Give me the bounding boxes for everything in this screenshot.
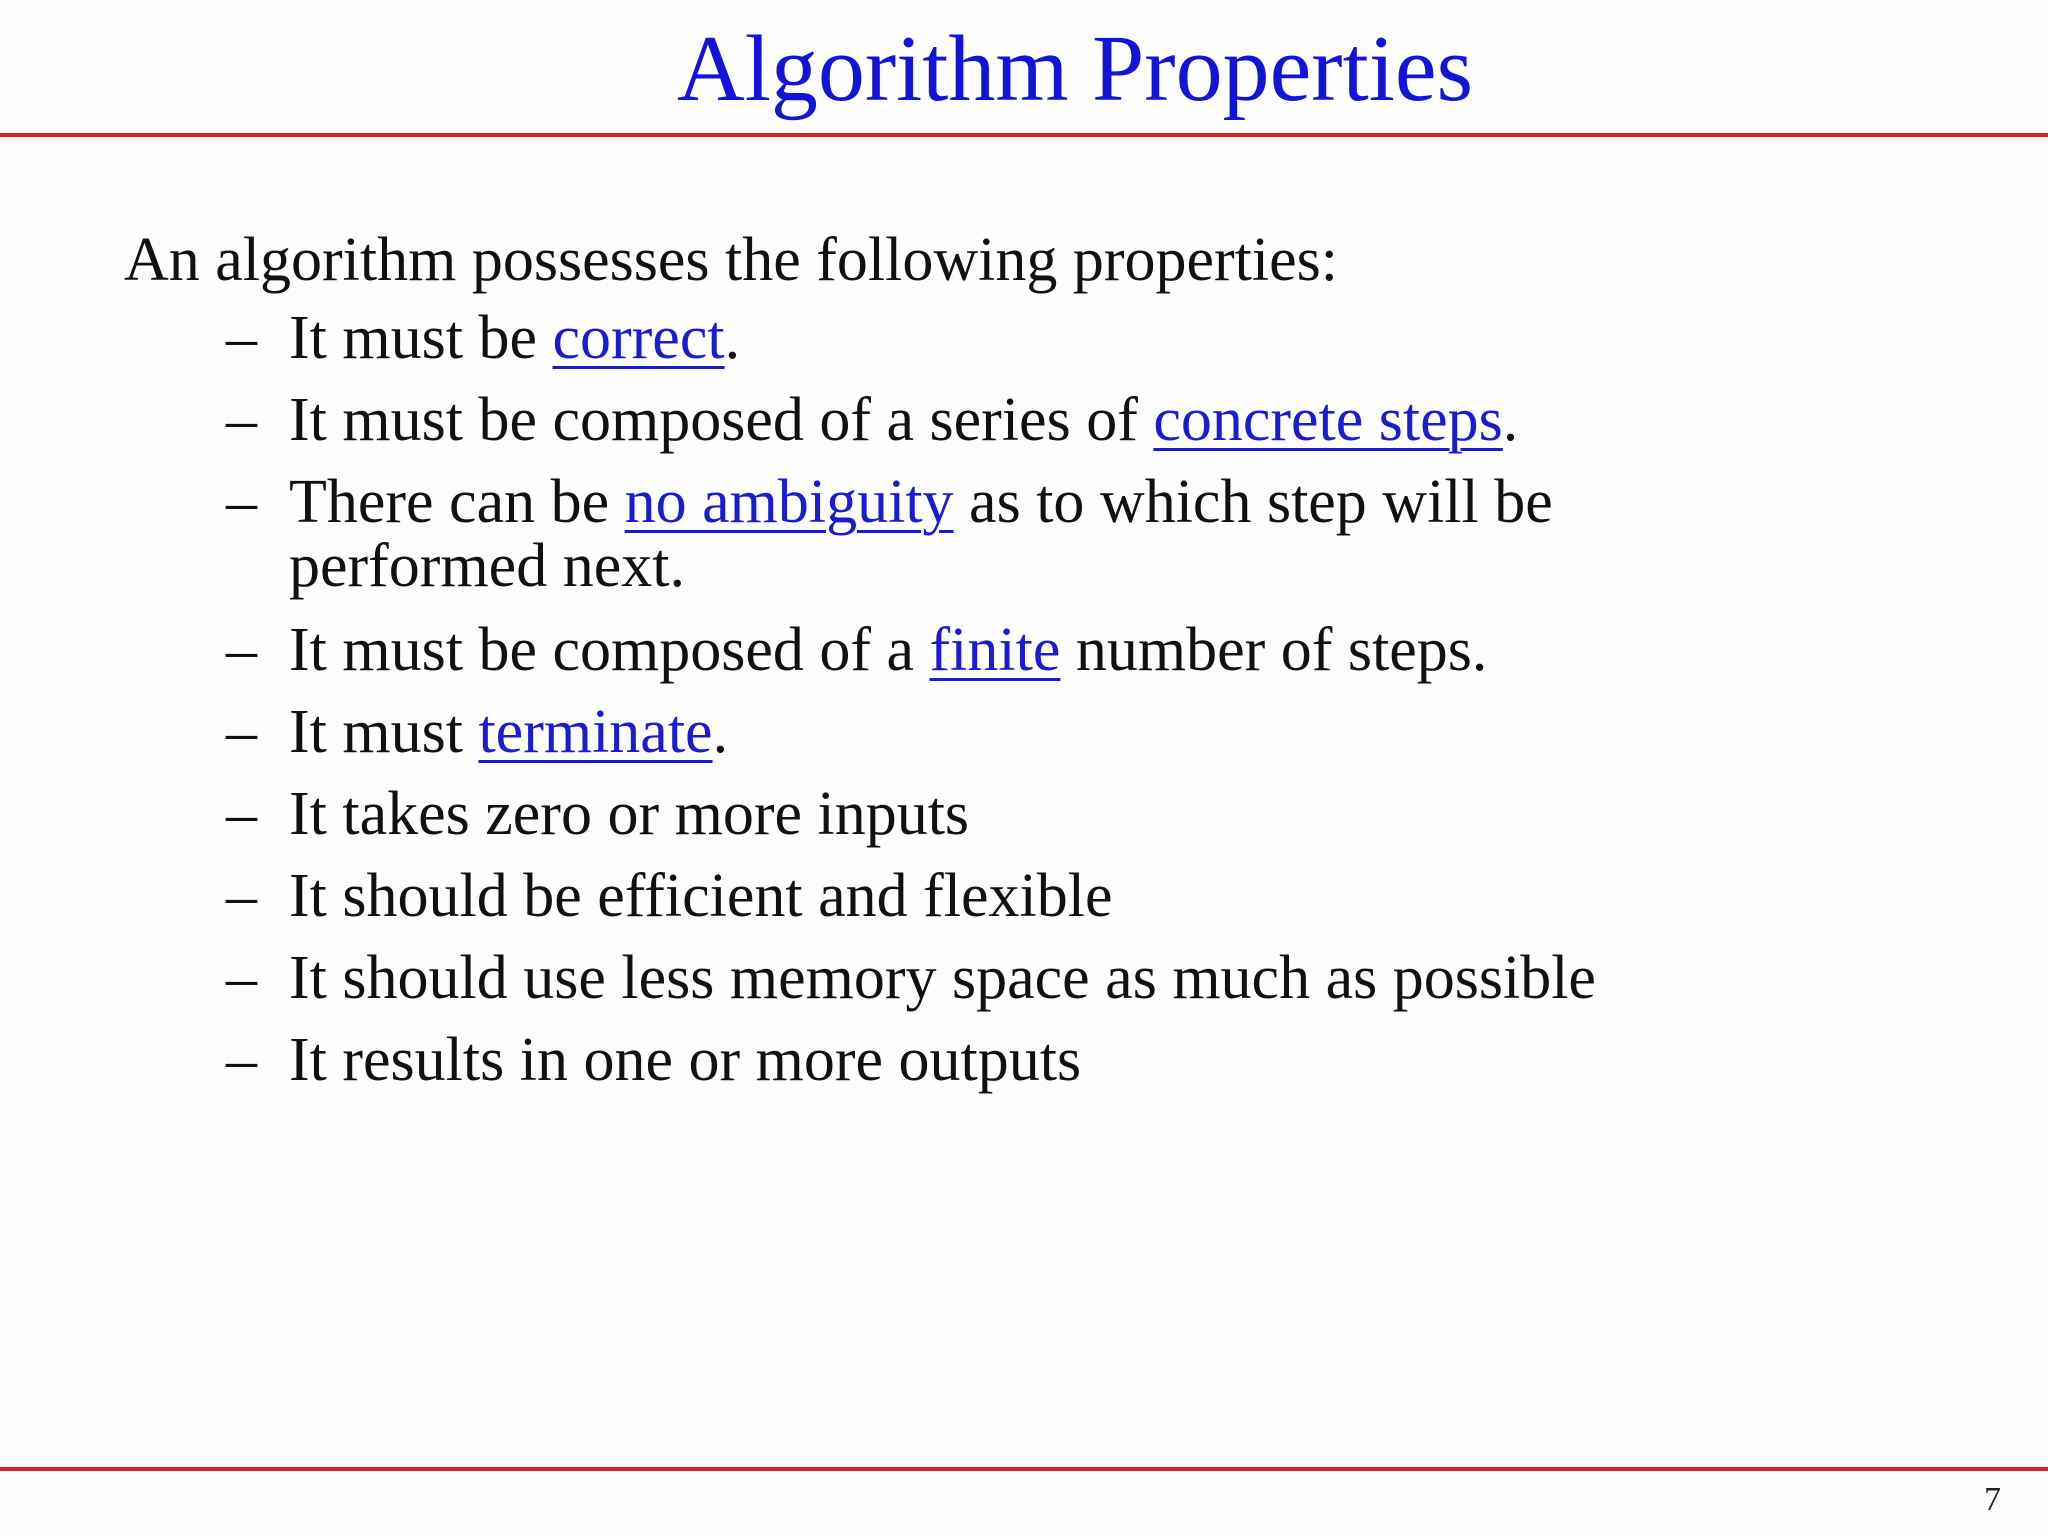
item-text: . [724, 304, 741, 372]
item-text: . [712, 698, 729, 766]
link-concrete-steps[interactable]: concrete steps [1153, 386, 1503, 454]
intro-text: An algorithm possesses the following properties: [124, 226, 1338, 294]
bullet-dash: – [226, 616, 257, 684]
item-text: It must be composed of a [289, 616, 930, 684]
bullet-dash: – [226, 944, 257, 1012]
item-text: . [1502, 386, 1519, 454]
slide-title: Algorithm Properties [676, 17, 1474, 121]
item-text: It should be efficient and flexible [289, 862, 1113, 930]
bullet-dash: – [226, 862, 257, 930]
link-correct[interactable]: correct [552, 304, 725, 372]
link-no-ambiguity[interactable]: no ambiguity [624, 468, 954, 536]
item-text: It takes zero or more inputs [289, 780, 970, 848]
bullet-dash: – [226, 468, 257, 536]
item-text: number of steps. [1060, 616, 1488, 684]
bullet-dash: – [226, 1026, 257, 1094]
link-finite[interactable]: finite [929, 616, 1061, 684]
item-text: as to which step will be [953, 468, 1553, 536]
item-text: It must be [289, 304, 553, 372]
bullet-dash: – [226, 304, 257, 372]
item-text: It must [289, 698, 479, 766]
bullet-dash: – [226, 780, 257, 848]
top-divider [0, 133, 2048, 137]
bottom-divider [0, 1467, 2048, 1471]
bullet-dash: – [226, 698, 257, 766]
item-text: It results in one or more outputs [289, 1026, 1082, 1094]
item-text-continuation: performed next. [289, 532, 685, 600]
item-text: It should use less memory space as much as possible [289, 944, 1596, 1012]
item-text: There can be [289, 468, 625, 536]
item-text: It must be composed of a series of [289, 386, 1154, 454]
link-terminate[interactable]: terminate [478, 698, 713, 766]
bullet-dash: – [226, 386, 257, 454]
page-number: 7 [1984, 1481, 2001, 1518]
